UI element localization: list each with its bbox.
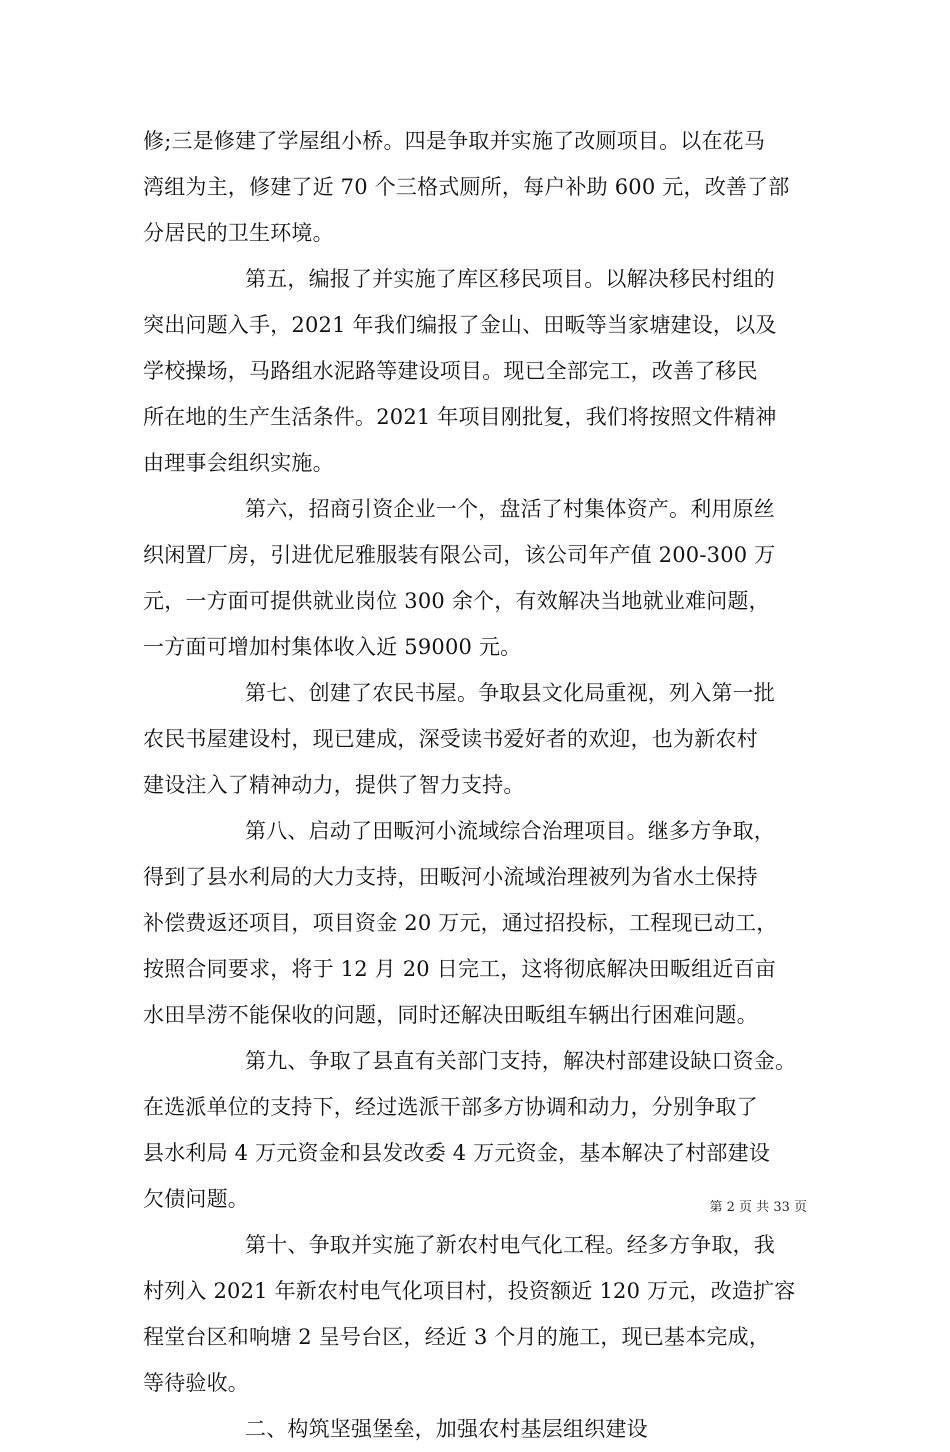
text-line: 水田旱涝不能保收的问题，同时还解决田畈组车辆出行困难问题。 [143,1003,758,1027]
text-line: 农民书屋建设村，现已建成，深受读书爱好者的欢迎，也为新农村 [143,727,758,751]
text-line: 村列入 2021 年新农村电气化项目村，投资额近 120 万元，改造扩容 [143,1279,796,1303]
page-number-footer: 第 2 页 共 33 页 [709,1200,807,1215]
text-line: 织闲置厂房，引进优尼雅服装有限公司，该公司年产值 200-300 万 [143,543,776,567]
text-line: 修;三是修建了学屋组小桥。四是争取并实施了改厕项目。以在花马 [143,129,766,153]
text-line: 欠债问题。 [143,1187,249,1211]
text-line: 等待验收。 [143,1371,249,1395]
text-line: 学校操场，马路组水泥路等建设项目。现已全部完工，改善了移民 [143,359,758,383]
paragraph-start-line: 第五，编报了并实施了库区移民项目。以解决移民村组的 [245,267,775,291]
text-line: 元，一方面可提供就业岗位 300 余个，有效解决当地就业难问题， [143,589,770,613]
text-line: 程堂台区和响塘 2 呈号台区，经近 3 个月的施工，现已基本完成， [143,1325,771,1349]
text-line: 按照合同要求，将于 12 月 20 日完工，这将彻底解决田畈组近百亩 [143,957,776,981]
text-line: 湾组为主，修建了近 70 个三格式厕所，每户补助 600 元，改善了部 [143,175,790,199]
text-line: 县水利局 4 万元资金和县发改委 4 万元资金，基本解决了村部建设 [143,1141,771,1165]
text-line: 建设注入了精神动力，提供了智力支持。 [143,773,525,797]
text-line: 补偿费返还项目，项目资金 20 万元，通过招投标，工程现已动工， [143,911,778,935]
paragraph-start-line: 第六，招商引资企业一个，盘活了村集体资产。利用原丝 [245,497,775,521]
text-line: 在选派单位的支持下，经过选派干部多方协调和动力，分别争取了 [143,1095,758,1119]
section-heading: 二、构筑坚强堡垒，加强农村基层组织建设 [245,1417,648,1441]
text-line: 一方面可增加村集体收入近 59000 元。 [143,635,522,659]
paragraph-start-line: 第八、启动了田畈河小流域综合治理项目。继多方争取， [245,819,775,843]
paragraph-start-line: 第十、争取并实施了新农村电气化工程。经多方争取，我 [245,1233,775,1257]
paragraph-start-line: 第九、争取了县直有关部门支持，解决村部建设缺口资金。 [245,1049,797,1073]
text-line: 得到了县水利局的大力支持，田畈河小流域治理被列为省水土保持 [143,865,758,889]
text-line: 分居民的卫生环境。 [143,221,334,245]
text-line: 由理事会组织实施。 [143,451,334,475]
paragraph-start-line: 第七、创建了农民书屋。争取县文化局重视，列入第一批 [245,681,775,705]
text-line: 突出问题入手，2021 年我们编报了金山、田畈等当家塘建设，以及 [143,313,777,337]
text-line: 所在地的生产生活条件。2021 年项目刚批复，我们将按照文件精神 [143,405,777,429]
body-text [143,118,813,1452]
